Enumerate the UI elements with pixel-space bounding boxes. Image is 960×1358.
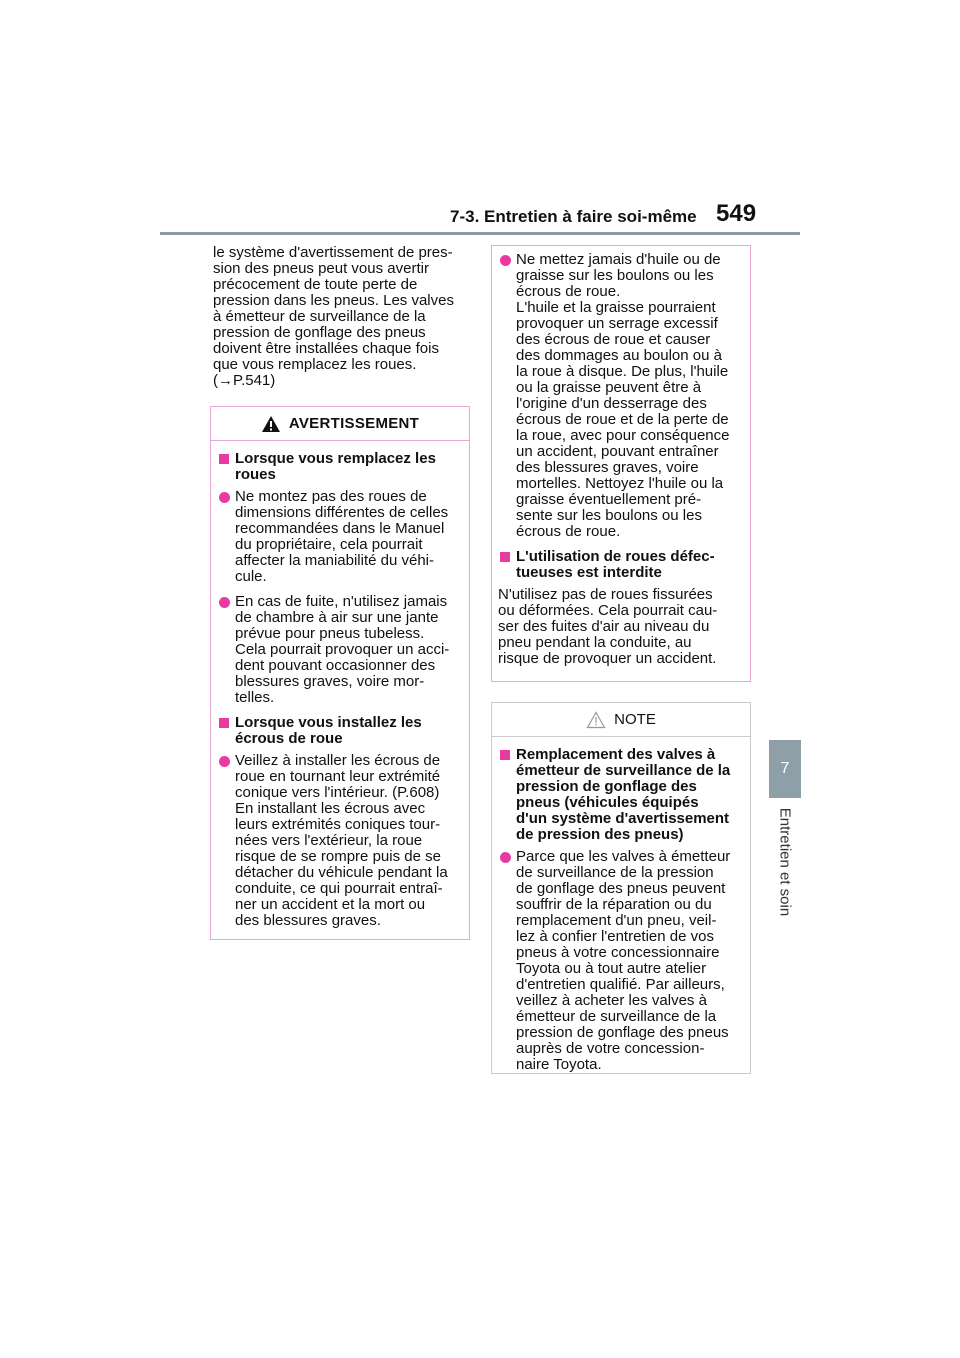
- round-bullet-icon: [219, 597, 230, 608]
- chapter-label: Entretien et soin: [776, 807, 794, 917]
- list-item: Veillez à installer les écrous de roue en tournant leur extrémité conique vers l'intérieur. (P.608) En installant les écrous avec leurs extrémités coniques tour- nées vers l'extérieur, la roue risque de se rompre puis de se détacher du véhicule pendant la conduite, ce qui pourrait entraî- ner un accident et la mort ou des blessures graves.: [217, 753, 463, 929]
- warning-continued-box: [491, 245, 751, 682]
- round-bullet-icon: [500, 255, 511, 266]
- list-item: En cas de fuite, n'utilisez jamais de chambre à air sur une jante prévue pour pneus tubeless. Cela pourrait provoquer un acci- dent pouvant occasionner des blessures graves, voire mor- telles.: [217, 594, 463, 706]
- note-box-header: [492, 703, 750, 737]
- warning-box-header: [211, 407, 469, 441]
- square-bullet-icon: [500, 750, 510, 760]
- list-item: Parce que les valves à émetteur de surveillance de la pression de gonflage des pneus peuvent souffrir de la réparation ou du remplacement d'un pneu, veil- lez à confier l'entretien de vos pneus à votre concessionnaire Toyota ou à tout autre atelier d'entretien qualifié. Par ailleurs, veillez à acheter les valves à émetteur de surveillance de la pression de gonflage des pneus auprès de votre concession- naire Toyota.: [498, 849, 744, 1073]
- square-bullet-icon: [219, 718, 229, 728]
- warning-box-title: AVERTISSEMENT: [288, 415, 420, 432]
- note-box-title: NOTE: [614, 711, 656, 728]
- warning-triangle-icon: [261, 415, 281, 433]
- header-rule: [160, 232, 800, 235]
- square-bullet-icon: [219, 454, 229, 464]
- page-number: 549: [716, 200, 757, 227]
- section-heading: Lorsque vous installez les écrous de roue: [217, 715, 463, 747]
- note-box: [491, 702, 751, 1074]
- round-bullet-icon: [219, 492, 230, 503]
- section-heading: Remplacement des valves à émetteur de surveillance de la pression de gonflage des pneus (véhicules équipés d'un système d'avertissement de pression des pneus): [498, 747, 744, 843]
- list-item: Ne mettez jamais d'huile ou de graisse sur les boulons ou les écrous de roue. L'huile et la graisse pourraient provoquer un serrage excessif des écrous de roue et causer des dommages au boulon ou à la roue à disque. De plus, l'huile ou la graisse peuvent être à l'origine d'un desserrage des écrous de roue et de la perte de la roue, avec pour conséquence un accident, pouvant entraîner des blessures graves, voire mortelles. Nettoyez l'huile ou la graisse éventuellement pré- sente sur les boulons ou les écrous de roue.: [498, 252, 744, 540]
- chapter-tab: 7: [769, 740, 801, 798]
- section-heading: L'utilisation de roues défec- tueuses est interdite: [498, 549, 744, 581]
- warning-box: [210, 406, 470, 940]
- intro-paragraph: le système d'avertissement de pres- sion des pneus peut vous avertir précocement de toute perte de pression dans les pneus. Les valves à émetteur de surveillance de la pression de gonflage des pneus doivent être installées chaque fois que vous remplacez les roues. (→P.541): [213, 244, 454, 389]
- section-title: 7-3. Entretien à faire soi-même: [450, 207, 697, 226]
- section-paragraph: N'utilisez pas de roues fissurées ou déformées. Cela pourrait cau- ser des fuites d'air au niveau du pneu pendant la conduite, au risque de provoquer un accident.: [498, 586, 718, 667]
- round-bullet-icon: [500, 852, 511, 863]
- caution-triangle-icon: [586, 711, 606, 729]
- section-heading: Lorsque vous remplacez les roues: [217, 451, 463, 483]
- round-bullet-icon: [219, 756, 230, 767]
- list-item: Ne montez pas des roues de dimensions différentes de celles recommandées dans le Manuel du propriétaire, cela pourrait affecter la maniabilité du véhi- cule.: [217, 489, 463, 585]
- square-bullet-icon: [500, 552, 510, 562]
